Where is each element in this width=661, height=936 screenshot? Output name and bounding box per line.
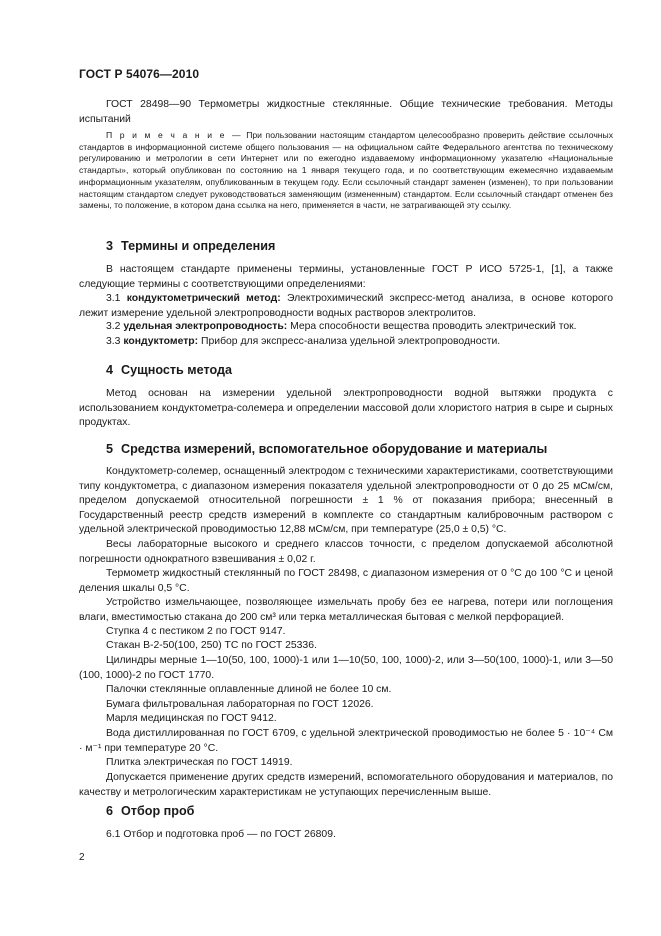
reference-gost-28498: ГОСТ 28498—90 Термометры жидкостные стеклянные. Общие технические требования. Методы испытаний bbox=[79, 99, 613, 125]
glass-rods-item: Палочки стеклянные оплавленные длиной не более 10 см. bbox=[106, 684, 392, 695]
filter-paper-item: Бумага фильтровальная лабораторная по ГОСТ 12026. bbox=[106, 699, 374, 710]
section-5-heading bbox=[106, 442, 547, 456]
section-6-1-item: 6.1 Отбор и подготовка проб — по ГОСТ 26809. bbox=[106, 829, 336, 840]
section-4-number: 4 bbox=[106, 363, 114, 377]
gauze-item: Марля медицинская по ГОСТ 9412. bbox=[106, 713, 277, 724]
mortar-item: Ступка 4 с пестиком 2 по ГОСТ 9147. bbox=[106, 626, 286, 637]
section-4-heading bbox=[106, 363, 232, 377]
section-5-number: 5 bbox=[106, 442, 114, 456]
document-code-header: ГОСТ Р 54076—2010 bbox=[79, 67, 200, 81]
note-label: П р и м е ч а н и е — bbox=[106, 130, 243, 140]
section-3-intro: В настоящем стандарте применены термины, установленные ГОСТ Р ИСО 5725-1, [1], а также следующие термины с соответствующими определениями: bbox=[79, 264, 613, 290]
term-3-3-term: кондуктометр: bbox=[123, 336, 199, 347]
section-6-heading bbox=[106, 804, 194, 818]
thermometer-paragraph: Термометр жидкостный стеклянный по ГОСТ 28498, с диапазоном измерения от 0 °С до 100 °С и ценой деления шкалы 0,5 °С. bbox=[79, 568, 613, 594]
term-3-1 bbox=[79, 292, 613, 321]
term-3-1-term: кондуктометрический метод: bbox=[126, 293, 281, 304]
distilled-water-paragraph: Вода дистиллированная по ГОСТ 6709, с удельной электрической проводимостью не более 5 · 10⁻⁴ См · м⁻¹ при температуре 20 °С. bbox=[79, 728, 613, 754]
term-3-3-definition: Прибор для экспресс-анализа удельной электропроводности. bbox=[201, 336, 501, 347]
conductometer-paragraph: Кондуктометр-солемер, оснащенный электродом с техническими характеристиками, соответствующими типу кондуктометра, с диапазоном измерения показателя удельной электропроводности от 0 до 25 мСм/см, пределом допускаемой относительной погрешности ± 1 % от показания прибора; внесенный в Государственный реестр средств измерений в комплекте со стандартным калибровочным раствором с удельной электрической проводимостью 12,88 мСм/см, при температуре (25,0 ± 0,5) °С. bbox=[79, 466, 613, 536]
section-4-title: Сущность метода bbox=[121, 363, 232, 377]
section-3-title: Термины и определения bbox=[121, 239, 276, 253]
section-4-text: Метод основан на измерении удельной электропроводности водной вытяжки продукта с использованием кондуктометра-солемера и определении массовой доли хлористого натрия в сыре и сырных продуктах. bbox=[79, 388, 613, 429]
term-3-3 bbox=[79, 335, 613, 350]
hotplate-item: Плитка электрическая по ГОСТ 14919. bbox=[106, 757, 293, 768]
page-number: 2 bbox=[79, 852, 85, 863]
note-text: При пользовании настоящим стандартом целесообразно проверить действие ссылочных стандартов в информационной системе общего пользования — на официальном сайте Федерального агентства по техническому регулированию и метрологии в сети Интернет или по ежегодно издаваемому информационному указателю «Национальные стандарты», который опубликован по состоянию на 1 января текущего года, и по соответствующим ежемесячно издаваемым информационным указателям, опубликованным в текущем году. Если ссылочный стандарт заменен (изменен), то при пользовании настоящим стандартом следует руководствоваться заменяющим (измененным) стандартом. Если ссылочный стандарт отменен без замены, то положение, в котором дана ссылка на него, применяется в части, не затрагивающей эту ссылку. bbox=[79, 130, 614, 211]
term-3-2-term: удельная электропроводность: bbox=[123, 321, 288, 332]
section-6-number: 6 bbox=[106, 804, 114, 818]
term-3-2-definition: Мера способности вещества проводить электрический ток. bbox=[290, 321, 577, 332]
section-6-title: Отбор проб bbox=[121, 804, 195, 818]
term-3-3-number: 3.3 bbox=[106, 336, 121, 347]
section-3-number: 3 bbox=[106, 239, 114, 253]
term-3-1-definition: Электрохимический экспресс-метод анализа, в основе которого лежит измерение удельной электропроводности водных растворов электролитов. bbox=[79, 293, 613, 319]
term-3-2 bbox=[79, 320, 613, 335]
grinder-paragraph: Устройство измельчающее, позволяющее измельчать пробу без ее нагрева, потери или поглощения влаги, вместимостью стакана до 200 см³ или терка металлическая бытовая с мелкой перфорацией. bbox=[79, 597, 613, 623]
cylinders-paragraph: Цилиндры мерные 1—10(50, 100, 1000)-1 или 1—10(50, 100, 1000)-2, или 3—50(100, 1000)-1, или 3—50 (100, 1000)-2 по ГОСТ 1770. bbox=[79, 655, 613, 681]
scales-paragraph: Весы лабораторные высокого и среднего классов точности, с пределом допускаемой абсолютной погрешности однократного взвешивания ± 0,02 г. bbox=[79, 539, 613, 565]
alternatives-paragraph: Допускается применение других средств измерений, вспомогательного оборудования и материалов, по качеству и метрологическим характеристикам не уступающих перечисленным выше. bbox=[79, 772, 613, 798]
section-5-title: Средства измерений, вспомогательное оборудование и материалы bbox=[121, 442, 548, 456]
term-3-1-number: 3.1 bbox=[106, 293, 121, 304]
reference-note bbox=[79, 130, 613, 212]
term-3-2-number: 3.2 bbox=[106, 321, 121, 332]
section-3-heading bbox=[106, 239, 275, 253]
beaker-item: Стакан В-2-50(100, 250) ТС по ГОСТ 25336. bbox=[106, 640, 317, 651]
